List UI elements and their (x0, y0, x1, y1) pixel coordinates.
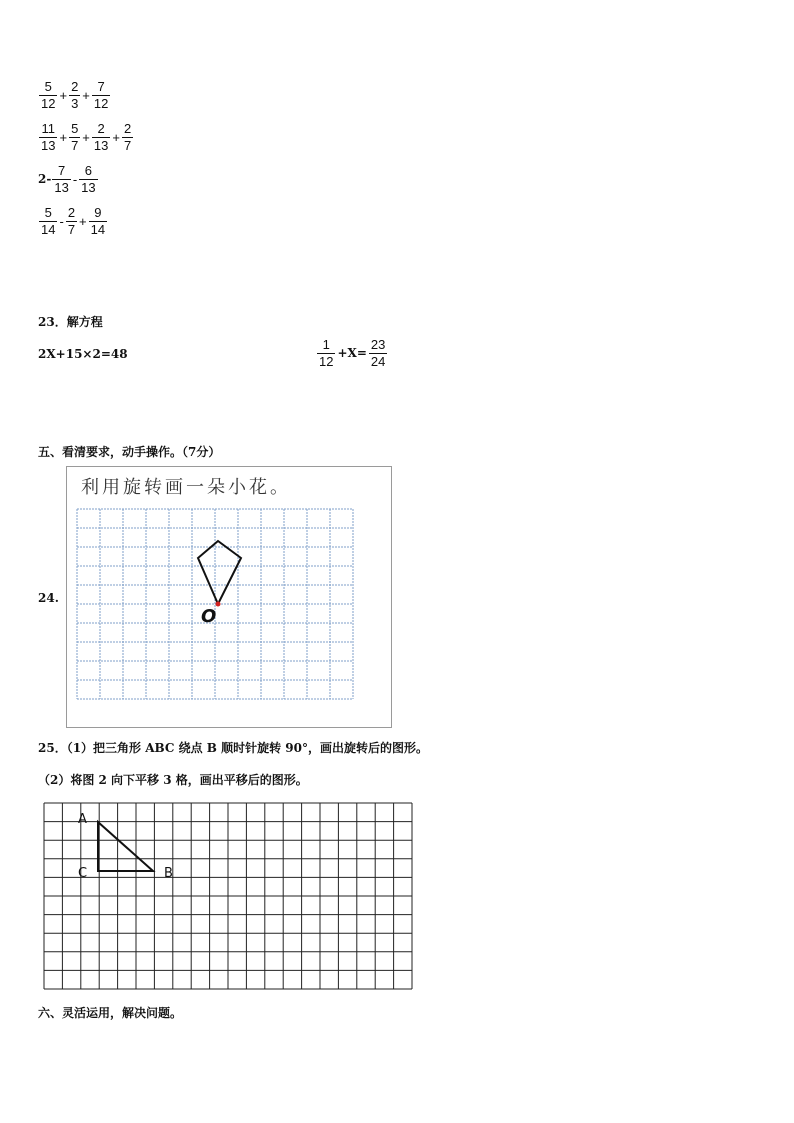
numerator: 2 (71, 79, 79, 94)
operator: - (59, 213, 64, 229)
expression-prefix: 2- (38, 172, 52, 187)
denominator: 24 (370, 353, 386, 369)
q24-grid-drawing (67, 467, 391, 727)
q25-line-1: 25．（1）把三角形 ABC 绕点 B 顺时针旋转 90°，画出旋转后的图形。 (38, 741, 429, 755)
denominator: 13 (93, 137, 109, 153)
numerator: 6 (84, 163, 92, 178)
numerator: 5 (71, 121, 79, 136)
fraction (317, 338, 335, 368)
vertex-b-label: B (164, 866, 173, 881)
q24-grid (77, 509, 353, 699)
q23-heading: 23．解方程 (38, 315, 103, 329)
q25-grid-drawing (40, 800, 416, 992)
q24-panel (66, 466, 392, 728)
fraction (92, 80, 110, 110)
q24-panel-title: 利用旋转画一朵小花。 (81, 477, 291, 498)
kite-shape (198, 541, 241, 604)
triangle-abc (98, 822, 153, 871)
numerator: 7 (97, 79, 105, 94)
operator: - (72, 171, 78, 187)
denominator: 3 (71, 95, 79, 111)
fraction (92, 122, 110, 152)
section-6-heading: 六、灵活运用，解决问题。 (38, 1006, 183, 1020)
section-5-heading: 五、看清要求，动手操作。（7分） (38, 445, 221, 459)
numerator: 5 (44, 205, 52, 220)
fraction (69, 80, 80, 110)
q23-equation-1: 2X+15×2=48 (38, 347, 128, 361)
fraction (79, 164, 97, 194)
fraction (39, 206, 57, 236)
denominator: 7 (71, 137, 79, 153)
numerator: 5 (44, 79, 52, 94)
denominator: 13 (41, 137, 56, 153)
q23-equation-2 (316, 338, 388, 368)
numerator: 2 (67, 205, 76, 220)
numerator: 7 (57, 163, 66, 178)
operator: + (59, 87, 68, 103)
expression-1 (38, 80, 111, 110)
fraction (122, 122, 133, 152)
operator: + (112, 129, 120, 145)
denominator: 14 (90, 221, 106, 237)
operator: + (59, 129, 68, 145)
numerator: 2 (97, 121, 105, 136)
fraction (89, 206, 107, 236)
operator: + (82, 87, 90, 103)
point-o-label: O (201, 606, 217, 627)
vertex-a-label: A (78, 812, 87, 827)
numerator: 1 (322, 337, 330, 352)
expression-2 (38, 122, 134, 152)
vertex-c-label: C (78, 866, 88, 881)
denominator: 13 (81, 179, 96, 195)
q25-line-2: （2）将图 2 向下平移 3 格，画出平移后的图形。 (38, 773, 308, 787)
numerator: 9 (94, 205, 102, 220)
fraction (52, 164, 70, 194)
expression-4 (38, 206, 108, 236)
fraction (39, 80, 57, 110)
operator-text: +X= (337, 346, 367, 361)
fraction (39, 122, 57, 152)
operator: + (79, 213, 87, 229)
numerator: 11 (41, 121, 55, 136)
denominator: 14 (41, 221, 56, 237)
numerator: 2 (123, 121, 132, 136)
numerator: 23 (370, 337, 386, 352)
operator: + (82, 129, 90, 145)
q24-number: 24. (38, 591, 59, 605)
fraction (66, 206, 77, 236)
fraction (69, 122, 80, 152)
denominator: 12 (93, 95, 109, 111)
q25-grid (44, 803, 412, 989)
fraction (369, 338, 387, 368)
denominator: 13 (54, 179, 69, 195)
denominator: 12 (319, 353, 334, 369)
denominator: 7 (123, 137, 132, 153)
denominator: 12 (41, 95, 56, 111)
expression-3 (38, 164, 99, 194)
denominator: 7 (67, 221, 76, 237)
